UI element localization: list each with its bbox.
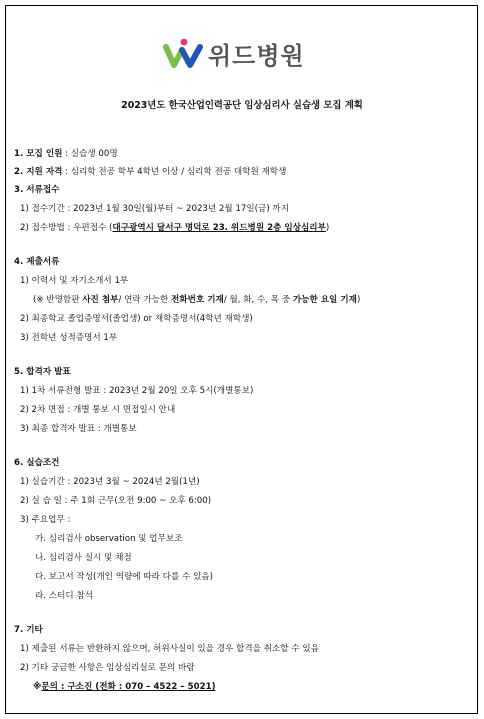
announcement-item: 3) 최종 합격자 발표 : 개별통보 — [20, 424, 137, 434]
duty-item: 라. 스터디 참석 — [35, 591, 94, 601]
photo-note: (※ 반명함판 사진 첨부/ 연락 가능한 전화번호 기재/ 월, 화, 수, 목 중 가능한 요일 기재) — [33, 295, 361, 305]
application-method — [20, 221, 329, 233]
document-item: 3) 전학년 성적증명서 1부 — [20, 333, 118, 343]
section-recruit-count — [14, 147, 118, 159]
document-item: 1) 이력서 및 자기소개서 1부 — [20, 276, 129, 286]
announcement-item: 2) 2차 면접 : 개별 통보 시 면접일시 안내 — [20, 405, 176, 415]
section-heading: 5. 합격자 발표 — [14, 367, 71, 377]
mailing-address: 대구광역시 달서구 명덕로 23. 위드병원 2층 임상심리부 — [112, 223, 326, 233]
condition-item: 2) 실 습 일 : 주 1회 근무(오전 9:00 ~ 오후 6:00) — [20, 496, 212, 506]
logo-text: 위드병원 — [208, 41, 305, 70]
document-item: 2) 최종학교 졸업증명서(졸업생) or 재학증명서(4학년 재학생) — [20, 314, 253, 324]
etc-item: 1) 제출된 서류는 반환하지 않으며, 허위사실이 있을 경우 합격을 취소할 수 있음 — [20, 644, 319, 654]
announcement-item: 1) 1차 서류전형 발표 : 2023년 2월 20일 오후 5시(개별통보) — [20, 386, 254, 396]
contact-info — [33, 680, 216, 692]
method-close: ) — [325, 223, 330, 233]
duty-item: 가. 심리검사 observation 및 업무보조 — [35, 534, 183, 544]
section-heading: 6. 실습조건 — [14, 458, 60, 468]
duty-item: 나. 심리검사 실시 및 채점 — [35, 553, 132, 563]
section-heading: 2. 지원 자격 — [14, 167, 63, 177]
section-heading: 1. 모집 인원 — [14, 149, 63, 159]
section-text: : 실습생 00명 — [62, 149, 118, 159]
condition-item: 1) 실습기간 : 2023년 3월 ~ 2024년 2월(1년) — [20, 477, 200, 487]
with-w-logo-icon — [162, 38, 206, 68]
etc-item: 2) 기타 궁금한 사항은 임상심리실로 문의 바람 — [20, 663, 195, 673]
section-heading: 3. 서류접수 — [14, 185, 60, 195]
method-text: 2) 접수방법 : 우편접수 ( — [20, 223, 113, 233]
contact-text: 문의 : 구소진 (전화 : 070 – 4522 – 5021) — [41, 682, 216, 692]
section-heading: 4. 제출서류 — [14, 257, 60, 267]
duty-item: 다. 보고서 작성(개인 역량에 따라 다를 수 있음) — [35, 572, 213, 582]
section-heading: 7. 기타 — [14, 625, 43, 635]
note-mark: ※ — [33, 682, 42, 692]
section-text: : 심리학 전공 학부 4학년 이상 / 심리학 전공 대학원 재학생 — [62, 167, 287, 177]
hospital-logo — [162, 36, 305, 70]
document-title: 2023년도 한국산업인력공단 임상심리사 실습생 모집 계획 — [121, 100, 363, 111]
application-period: 1) 접수기간 : 2023년 1월 30일(월)부터 ~ 2023년 2월 17일(금) 까지 — [20, 204, 290, 214]
section-qualification — [14, 165, 286, 177]
document-page — [5, 5, 478, 714]
condition-item: 3) 주요업무 : — [20, 515, 71, 525]
